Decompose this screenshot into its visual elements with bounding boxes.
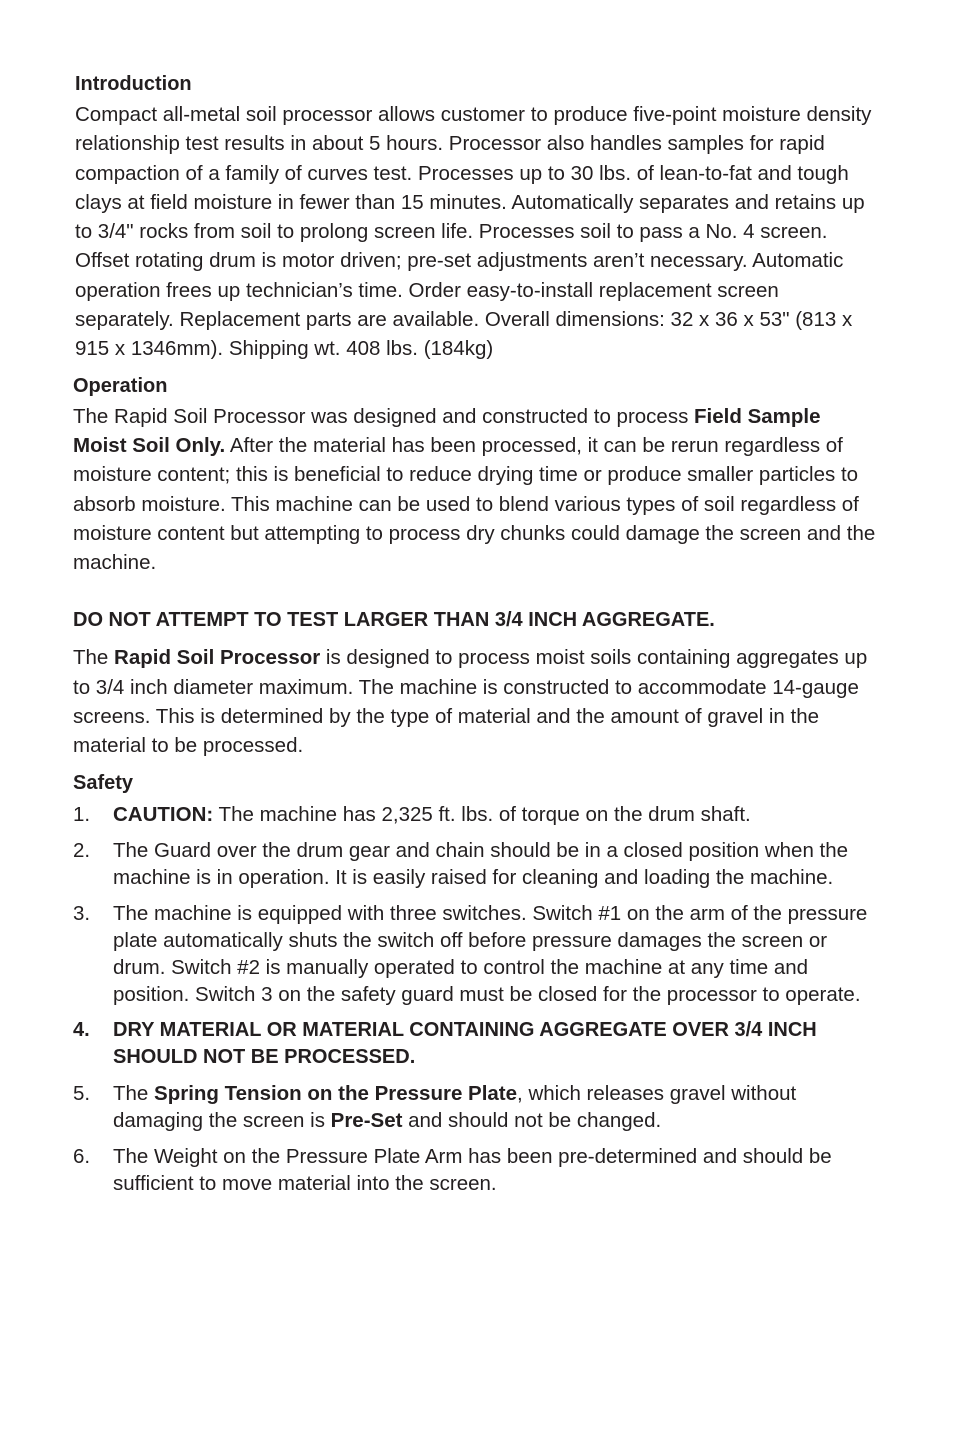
safety-heading: Safety [73, 771, 134, 794]
introduction-heading: Introduction [75, 73, 192, 95]
safety-item-1 [73, 801, 878, 828]
safety-item-5 [73, 1080, 878, 1134]
safety-list [73, 801, 878, 1197]
aggregate-text-2: is designed to process moist soils containing aggregates up to 3/4 inch diameter maximum. The machine is constructed to accommodate 14-gauge screens. This is determined by the type of material and the amount of gravel in the material to be processed. [73, 646, 868, 758]
safety-item-6 [73, 1143, 878, 1197]
introduction-paragraph: Compact all-metal soil processor allows customer to produce five-point moisture density relationship test results in about 5 hours. Processor also handles samples for rapid compaction of a family of curves test. Processes up to 30 lbs. of lean-to-fat and tough clays at field moisture in fewer than 15 minutes. Automatically separates and retains up to 3/4" rocks from soil to prolong screen life. Processes soil to pass a No. 4 screen. Offset rotating drum is motor driven; pre-set adjustments aren’t necessary. Automatic operation frees up technician’s time. Order easy-to-install replacement screen separately. Replacement parts are available. Overall dimensions: 32 x 36 x 53" (813 x 915 x 1346mm). Shipping wt. 408 lbs. (184kg) [75, 103, 872, 361]
safety-item-bold-1: Spring Tension on the Pressure Plate [154, 1081, 518, 1105]
aggregate-bold-1: Rapid Soil Processor [114, 646, 321, 670]
operation-paragraph [73, 402, 878, 578]
safety-item-3 [73, 900, 878, 1008]
aggregate-text-1: The [73, 646, 115, 670]
safety-item-number: 2. [73, 838, 91, 862]
safety-item-4 [73, 1017, 878, 1071]
safety-item-bold-2: Pre-Set [330, 1108, 403, 1132]
safety-item-number: 5. [73, 1081, 91, 1105]
safety-item-2 [73, 837, 878, 891]
safety-item-number: 1. [73, 802, 91, 826]
operation-text-2: After the material has been processed, it can be rerun regardless of moisture content; this is beneficial to reduce drying time or produce smaller particles to absorb moisture. This machine can be used to blend various types of soil regardless of moisture content but attempting to process dry chunks could damage the screen and the machine. [73, 433, 876, 575]
safety-item-text-1: The [113, 1081, 155, 1105]
safety-item-text: DRY MATERIAL OR MATERIAL CONTAINING AGGREGATE OVER 3/4 INCH SHOULD NOT BE PROCESSED. [113, 1018, 817, 1068]
operation-text-1: The Rapid Soil Processor was designed and constructed to process [73, 404, 695, 428]
safety-item-text: The machine has 2,325 ft. lbs. of torque on the drum shaft. [213, 802, 751, 826]
aggregate-paragraph [73, 643, 878, 760]
safety-item-text: The Weight on the Pressure Plate Arm has been pre-determined and should be sufficient to move material into the screen. [113, 1144, 832, 1195]
safety-item-text-3: and should not be changed. [402, 1108, 662, 1132]
safety-item-text: The machine is equipped with three switches. Switch #1 on the arm of the pressure plate automatically shuts the switch off before pressure damages the screen or drum. Switch #2 is manually operated to control the machine at any time and position. Switch 3 on the safety guard must be closed for the processor to operate. [113, 901, 868, 1006]
operation-bold-1: Field Sample Moist Soil Only. [73, 404, 821, 457]
operation-heading: Operation [73, 374, 168, 397]
safety-item-bold: CAUTION: [113, 802, 214, 826]
safety-item-number: 3. [73, 901, 91, 925]
aggregate-warning: DO NOT ATTEMPT TO TEST LARGER THAN 3/4 INCH AGGREGATE. [73, 609, 715, 632]
safety-item-number: 4. [73, 1018, 90, 1041]
safety-item-text-2: , which releases gravel without damaging the screen is [113, 1081, 797, 1132]
safety-item-number: 6. [73, 1144, 91, 1168]
safety-item-text: The Guard over the drum gear and chain should be in a closed position when the machine is in operation. It is easily raised for cleaning and loading the machine. [113, 838, 849, 889]
